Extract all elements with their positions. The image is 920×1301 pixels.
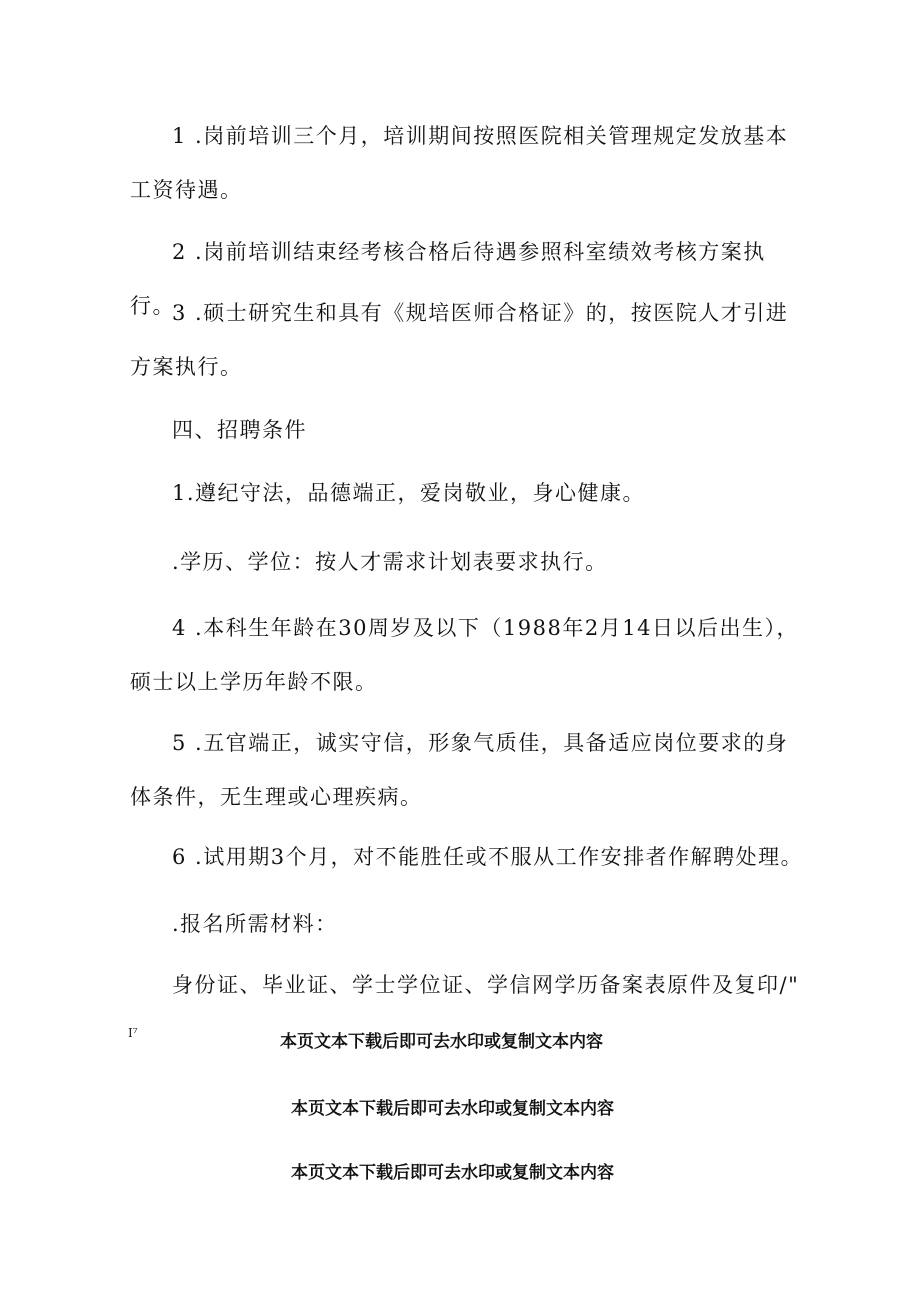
paragraph-3: 3 .硕士研究生和具有《规培医师合格证》的，按医院人才引进方案执行。	[130, 301, 789, 379]
paragraph-5: .学历、学位：按人才需求计划表要求执行。	[172, 550, 608, 574]
watermark-text-2: 本页文本下载后即可去水印或复制文本内容	[291, 1099, 614, 1119]
section-heading: 四、招聘条件	[172, 418, 307, 442]
paragraph-2: 2 .岗前培训结束经考核合格后待遇参照科室绩效考核方案执行。	[130, 240, 766, 318]
paragraph-7: 5 .五官端正，诚实守信，形象气质佳，具备适应岗位要求的身体条件，无生理或心理疾病。	[130, 731, 789, 809]
watermark-text-3: 本页文本下载后即可去水印或复制文本内容	[291, 1163, 614, 1183]
paragraph-8: 6 .试用期3个月，对不能胜任或不服从工作安排者作解聘处理。	[172, 845, 804, 869]
paragraph-9: .报名所需材料：	[172, 912, 338, 936]
paragraph-1: 1 .岗前培训三个月，培训期间按照医院相关管理规定发放基本工资待遇。	[130, 124, 789, 202]
paragraph-4: 1.遵纪守法，品德端正，爱岗敬业，身心健康。	[172, 481, 646, 505]
paragraph-6: 4 .本科生年龄在30周岁及以下（1988年2月14日以后出生），硕士以上学历年龄不限。	[130, 616, 799, 694]
page-corner-mark: I⁷	[128, 1026, 138, 1040]
paragraph-10: 身份证、毕业证、学士学位证、学信网学历备案表原件及复印/"	[172, 973, 800, 997]
watermark-text-1: 本页文本下载后即可去水印或复制文本内容	[280, 1032, 603, 1052]
